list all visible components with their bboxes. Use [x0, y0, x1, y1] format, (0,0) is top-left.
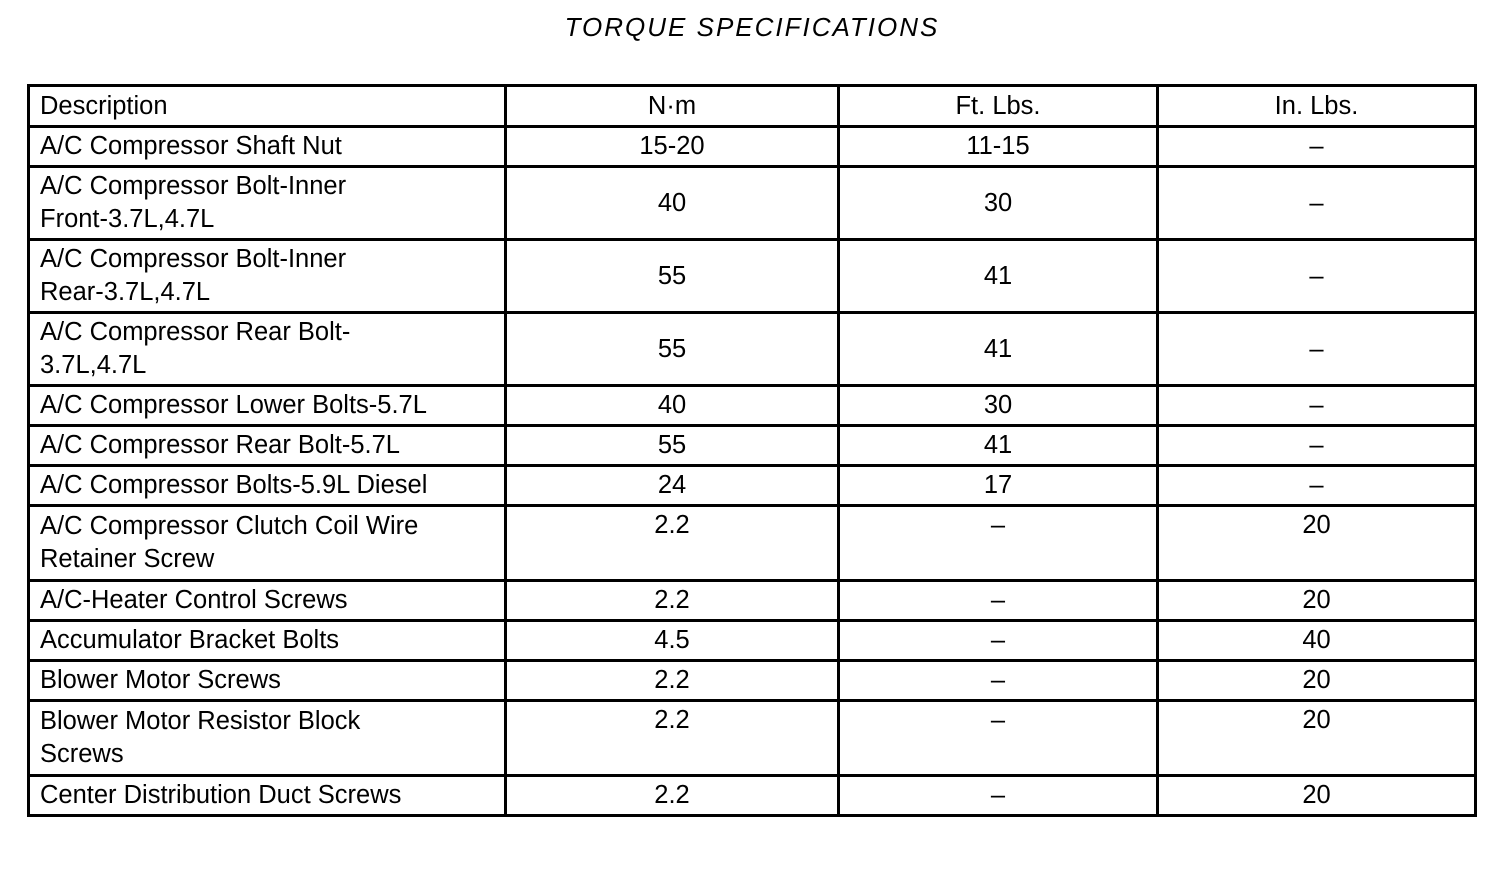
cell-ft-lbs: 17: [839, 466, 1158, 506]
cell-in-lbs: 20: [1158, 661, 1476, 701]
description-line: Screws: [40, 740, 124, 768]
cell-nm: 24: [506, 466, 839, 506]
cell-in-lbs: –: [1158, 127, 1476, 167]
cell-description: [29, 313, 506, 386]
table-row: [29, 386, 1476, 426]
cell-nm: 2.2: [506, 776, 839, 816]
cell-description: [29, 167, 506, 240]
cell-description: [29, 426, 506, 466]
table-row: [29, 506, 1476, 581]
cell-in-lbs: –: [1158, 240, 1476, 313]
table-row: [29, 466, 1476, 506]
cell-in-lbs: –: [1158, 426, 1476, 466]
column-header-in-lbs: In. Lbs.: [1158, 86, 1476, 127]
description-line: A/C Compressor Lower Bolts-5.7L: [40, 391, 427, 419]
cell-in-lbs: 20: [1158, 776, 1476, 816]
cell-nm: 55: [506, 426, 839, 466]
description-line: A/C Compressor Rear Bolt-: [40, 318, 351, 346]
description-line: Blower Motor Screws: [40, 666, 281, 694]
cell-in-lbs: 20: [1158, 701, 1476, 776]
table-body: [29, 127, 1476, 816]
cell-in-lbs: 20: [1158, 581, 1476, 621]
cell-in-lbs: –: [1158, 167, 1476, 240]
table-row: [29, 621, 1476, 661]
description-line: A/C Compressor Rear Bolt-5.7L: [40, 431, 400, 459]
table-row: [29, 701, 1476, 776]
description-line: Blower Motor Resistor Block: [40, 707, 361, 735]
table-row: [29, 240, 1476, 313]
table-header-row: [29, 86, 1476, 127]
torque-specifications-table: [27, 84, 1477, 817]
cell-nm: 40: [506, 386, 839, 426]
description-line: A/C-Heater Control Screws: [40, 586, 348, 614]
cell-nm: 55: [506, 313, 839, 386]
cell-in-lbs: –: [1158, 313, 1476, 386]
cell-description: [29, 701, 506, 776]
table-row: [29, 313, 1476, 386]
column-header-ft-lbs: Ft. Lbs.: [839, 86, 1158, 127]
cell-nm: 15-20: [506, 127, 839, 167]
cell-ft-lbs: –: [839, 661, 1158, 701]
cell-ft-lbs: –: [839, 701, 1158, 776]
cell-description: [29, 240, 506, 313]
description-line: Retainer Screw: [40, 545, 215, 573]
cell-ft-lbs: 41: [839, 313, 1158, 386]
description-line: Center Distribution Duct Screws: [40, 781, 402, 809]
table-row: [29, 426, 1476, 466]
cell-nm: 2.2: [506, 701, 839, 776]
description-line: Front-3.7L,4.7L: [40, 205, 215, 233]
cell-ft-lbs: 30: [839, 167, 1158, 240]
cell-ft-lbs: –: [839, 581, 1158, 621]
table-row: [29, 776, 1476, 816]
cell-description: [29, 581, 506, 621]
cell-nm: 2.2: [506, 581, 839, 621]
cell-nm: 2.2: [506, 661, 839, 701]
description-line: A/C Compressor Bolts-5.9L Diesel: [40, 471, 428, 499]
description-line: 3.7L,4.7L: [40, 351, 147, 379]
cell-description: [29, 506, 506, 581]
cell-in-lbs: 40: [1158, 621, 1476, 661]
description-line: A/C Compressor Bolt-Inner: [40, 172, 347, 200]
cell-in-lbs: –: [1158, 466, 1476, 506]
cell-description: [29, 621, 506, 661]
table-row: [29, 167, 1476, 240]
column-header-nm: N·m: [506, 86, 839, 127]
cell-ft-lbs: 41: [839, 240, 1158, 313]
description-line: A/C Compressor Clutch Coil Wire: [40, 512, 419, 540]
table-row: [29, 661, 1476, 701]
cell-in-lbs: 20: [1158, 506, 1476, 581]
cell-nm: 2.2: [506, 506, 839, 581]
cell-description: [29, 386, 506, 426]
cell-description: [29, 661, 506, 701]
cell-ft-lbs: –: [839, 776, 1158, 816]
cell-nm: 55: [506, 240, 839, 313]
description-line: Accumulator Bracket Bolts: [40, 626, 340, 654]
cell-ft-lbs: –: [839, 621, 1158, 661]
description-line: A/C Compressor Bolt-Inner: [40, 245, 347, 273]
description-line: A/C Compressor Shaft Nut: [40, 132, 342, 160]
cell-ft-lbs: –: [839, 506, 1158, 581]
cell-nm: 40: [506, 167, 839, 240]
cell-ft-lbs: 11-15: [839, 127, 1158, 167]
table-row: [29, 127, 1476, 167]
column-header-description: Description: [29, 86, 506, 127]
cell-description: [29, 466, 506, 506]
cell-description: [29, 776, 506, 816]
table-row: [29, 581, 1476, 621]
cell-nm: 4.5: [506, 621, 839, 661]
cell-ft-lbs: 30: [839, 386, 1158, 426]
cell-in-lbs: –: [1158, 386, 1476, 426]
cell-ft-lbs: 41: [839, 426, 1158, 466]
cell-description: [29, 127, 506, 167]
page-title: TORQUE SPECIFICATIONS: [564, 12, 940, 42]
description-line: Rear-3.7L,4.7L: [40, 278, 211, 306]
